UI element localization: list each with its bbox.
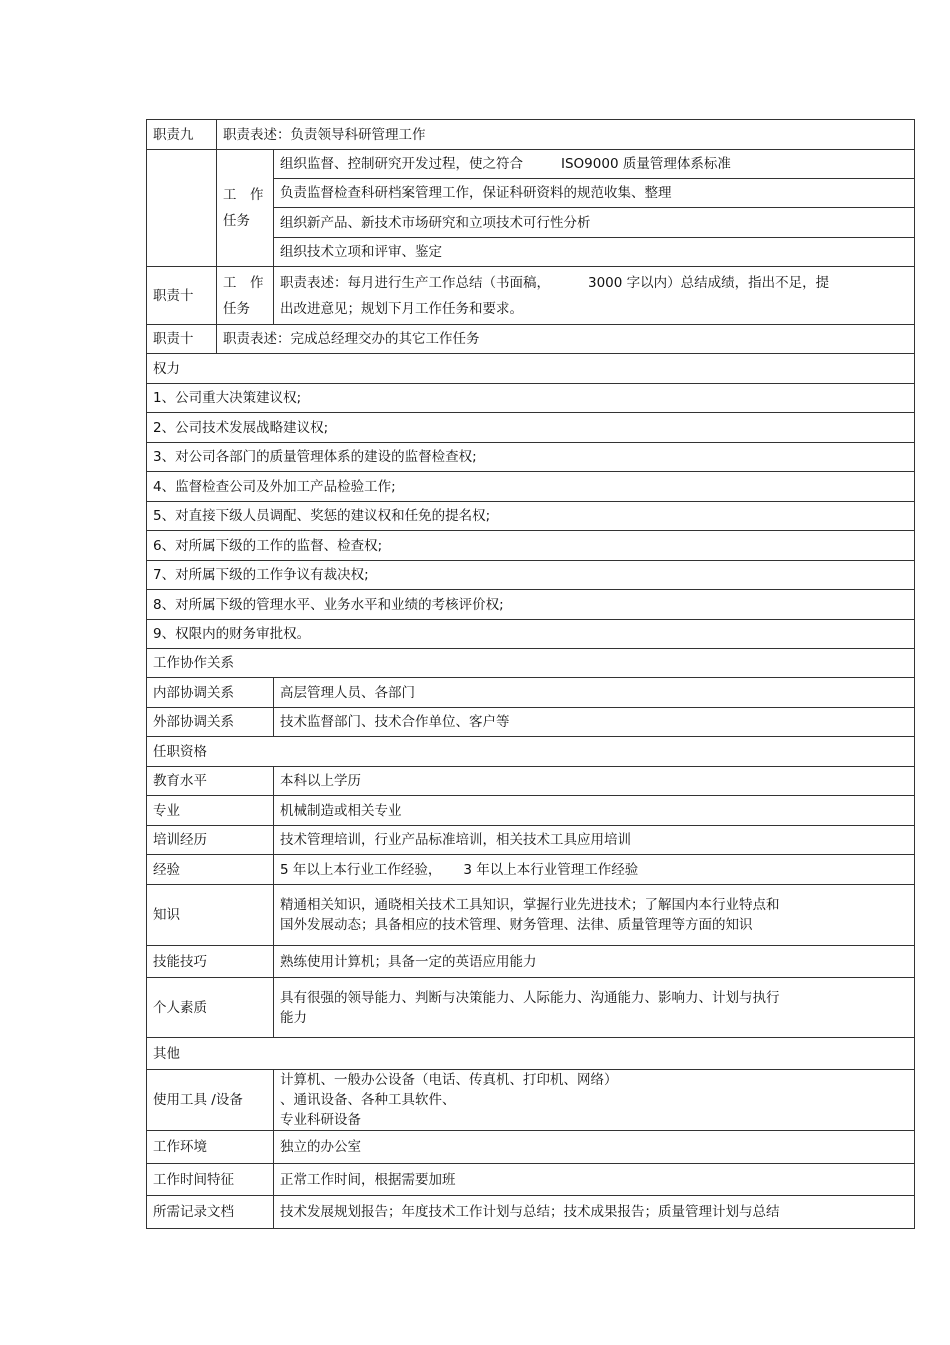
other-row — [147, 1131, 915, 1164]
knowledge-value — [274, 885, 915, 946]
education-label: 教育水平 — [147, 767, 274, 796]
environment-label: 工作环境 — [147, 1131, 274, 1164]
knowledge-line1: 精通相关知识，通晓相关技术工具知识，掌握行业先进技术；了解国内本行业特点和 — [280, 897, 780, 913]
duty9-task-3: 组织新产品、新技术市场研究和立项技术可行性分析 — [274, 208, 915, 238]
task-label-line2: 任务 — [223, 300, 250, 317]
other-heading-row — [147, 1038, 915, 1070]
duty11-row — [147, 325, 915, 354]
power-item: 6、对所属下级的工作的监督、检查权; — [147, 531, 915, 561]
tools-line1-a: 计算机、一般办公设备（电话、传真机、打印机、网络） — [280, 1072, 618, 1088]
power-item-row — [147, 413, 915, 443]
power-heading: 权力 — [147, 354, 915, 384]
power-heading-row — [147, 354, 915, 384]
power-item-row — [147, 443, 915, 472]
relations-internal-label: 内部协调关系 — [147, 678, 274, 708]
tools-line2: 专业科研设备 — [280, 1112, 361, 1128]
education-value: 本科以上学历 — [274, 767, 915, 796]
relations-row — [147, 708, 915, 737]
power-item-row — [147, 561, 915, 590]
power-item: 2、公司技术发展战略建议权; — [147, 413, 915, 443]
duty10-desc-c: 出改进意见；规划下月工作任务和要求。 — [280, 300, 523, 317]
personal-value — [274, 978, 915, 1038]
power-item-row — [147, 531, 915, 561]
duty10-desc — [274, 267, 915, 325]
duty9-task-4: 组织技术立项和评审、鉴定 — [274, 238, 915, 267]
power-item: 1、公司重大决策建议权; — [147, 384, 915, 413]
duty9-task-1 — [274, 150, 915, 179]
relations-heading-row — [147, 649, 915, 678]
qualification-row — [147, 978, 915, 1038]
other-row — [147, 1070, 915, 1131]
major-label: 专业 — [147, 796, 274, 826]
power-item: 3、对公司各部门的质量管理体系的建设的监督检查权; — [147, 443, 915, 472]
power-item: 8、对所属下级的管理水平、业务水平和业绩的考核评价权; — [147, 590, 915, 620]
duty9-task-row — [147, 150, 915, 179]
task-label-line1: 工 作 — [223, 274, 264, 291]
other-row — [147, 1164, 915, 1196]
qualification-row — [147, 826, 915, 855]
experience-value-a: 5 年以上本行业工作经验， — [280, 861, 442, 878]
skills-value: 熟练使用计算机；具备一定的英语应用能力 — [274, 946, 915, 978]
duty9-desc: 职责表述：负责领导科研管理工作 — [217, 120, 915, 150]
power-item: 7、对所属下级的工作争议有裁决权; — [147, 561, 915, 590]
relations-internal-value: 高层管理人员、各部门 — [274, 678, 915, 708]
duty9-empty-cell — [147, 150, 217, 267]
other-heading: 其他 — [147, 1038, 915, 1070]
duty10-desc-b: 3000 字以内）总结成绩，指出不足，提 — [588, 274, 830, 291]
relations-external-value: 技术监督部门、技术合作单位、客户等 — [274, 708, 915, 737]
personal-label: 个人素质 — [147, 978, 274, 1038]
environment-value: 独立的办公室 — [274, 1131, 915, 1164]
major-value: 机械制造或相关专业 — [274, 796, 915, 826]
task-text: 组织监督、控制研究开发过程，使之符合 — [280, 156, 523, 172]
task-label-line2: 任务 — [223, 213, 250, 229]
job-description-table — [146, 119, 915, 1229]
experience-label: 经验 — [147, 855, 274, 885]
relations-heading: 工作协作关系 — [147, 649, 915, 678]
qualification-row — [147, 767, 915, 796]
personal-line1: 具有很强的领导能力、判断与决策能力、人际能力、沟通能力、影响力、计划与执行 — [280, 989, 780, 1006]
training-value: 技术管理培训，行业产品标准培训，相关技术工具应用培训 — [274, 826, 915, 855]
experience-value-b: 3 年以上本行业管理工作经验 — [463, 861, 639, 878]
relations-external-label: 外部协调关系 — [147, 708, 274, 737]
other-row — [147, 1196, 915, 1229]
qualification-heading: 任职资格 — [147, 737, 915, 767]
personal-line2: 能力 — [280, 1009, 307, 1026]
experience-value — [274, 855, 915, 885]
duty10-task-label — [217, 267, 274, 325]
power-item-row — [147, 502, 915, 531]
power-item-row — [147, 590, 915, 620]
docs-label: 所需记录文档 — [147, 1196, 274, 1229]
skills-label: 技能技巧 — [147, 946, 274, 978]
duty11-desc: 职责表述：完成总经理交办的其它工作任务 — [217, 325, 915, 354]
duty11-label: 职责十 — [147, 325, 217, 354]
qualification-row — [147, 855, 915, 885]
task-label-line1: 工 作 — [223, 187, 264, 203]
tools-line1-b: 、通讯设备、各种工具软件、 — [280, 1092, 456, 1108]
time-label: 工作时间特征 — [147, 1164, 274, 1196]
power-item-row — [147, 620, 915, 649]
duty10-row — [147, 267, 915, 325]
power-item-row — [147, 384, 915, 413]
qualification-row — [147, 946, 915, 978]
duty10-desc-a: 职责表述：每月进行生产工作总结（书面稿， — [280, 274, 550, 291]
tools-value — [274, 1070, 915, 1131]
power-item: 9、权限内的财务审批权。 — [147, 620, 915, 649]
tools-line1 — [280, 1070, 908, 1110]
power-item: 5、对直接下级人员调配、奖惩的建议权和任免的提名权; — [147, 502, 915, 531]
qualification-row — [147, 885, 915, 946]
tools-label: 使用工具 /设备 — [147, 1070, 274, 1131]
qualification-heading-row — [147, 737, 915, 767]
knowledge-label: 知识 — [147, 885, 274, 946]
duty9-task-label — [217, 150, 274, 267]
duty10-label: 职责十 — [147, 267, 217, 325]
task-text-standard: ISO9000 质量管理体系标准 — [561, 156, 731, 172]
time-value: 正常工作时间，根据需要加班 — [274, 1164, 915, 1196]
power-item: 4、监督检查公司及外加工产品检验工作; — [147, 472, 915, 502]
docs-value: 技术发展规划报告；年度技术工作计划与总结；技术成果报告；质量管理计划与总结 — [274, 1196, 915, 1229]
knowledge-line2: 国外发展动态；具备相应的技术管理、财务管理、法律、质量管理等方面的知识 — [280, 917, 753, 933]
qualification-row — [147, 796, 915, 826]
power-item-row — [147, 472, 915, 502]
relations-row — [147, 678, 915, 708]
duty9-row — [147, 120, 915, 150]
duty9-task-2: 负责监督检查科研档案管理工作，保证科研资料的规范收集、整理 — [274, 179, 915, 208]
duty9-label: 职责九 — [147, 120, 217, 150]
training-label: 培训经历 — [147, 826, 274, 855]
